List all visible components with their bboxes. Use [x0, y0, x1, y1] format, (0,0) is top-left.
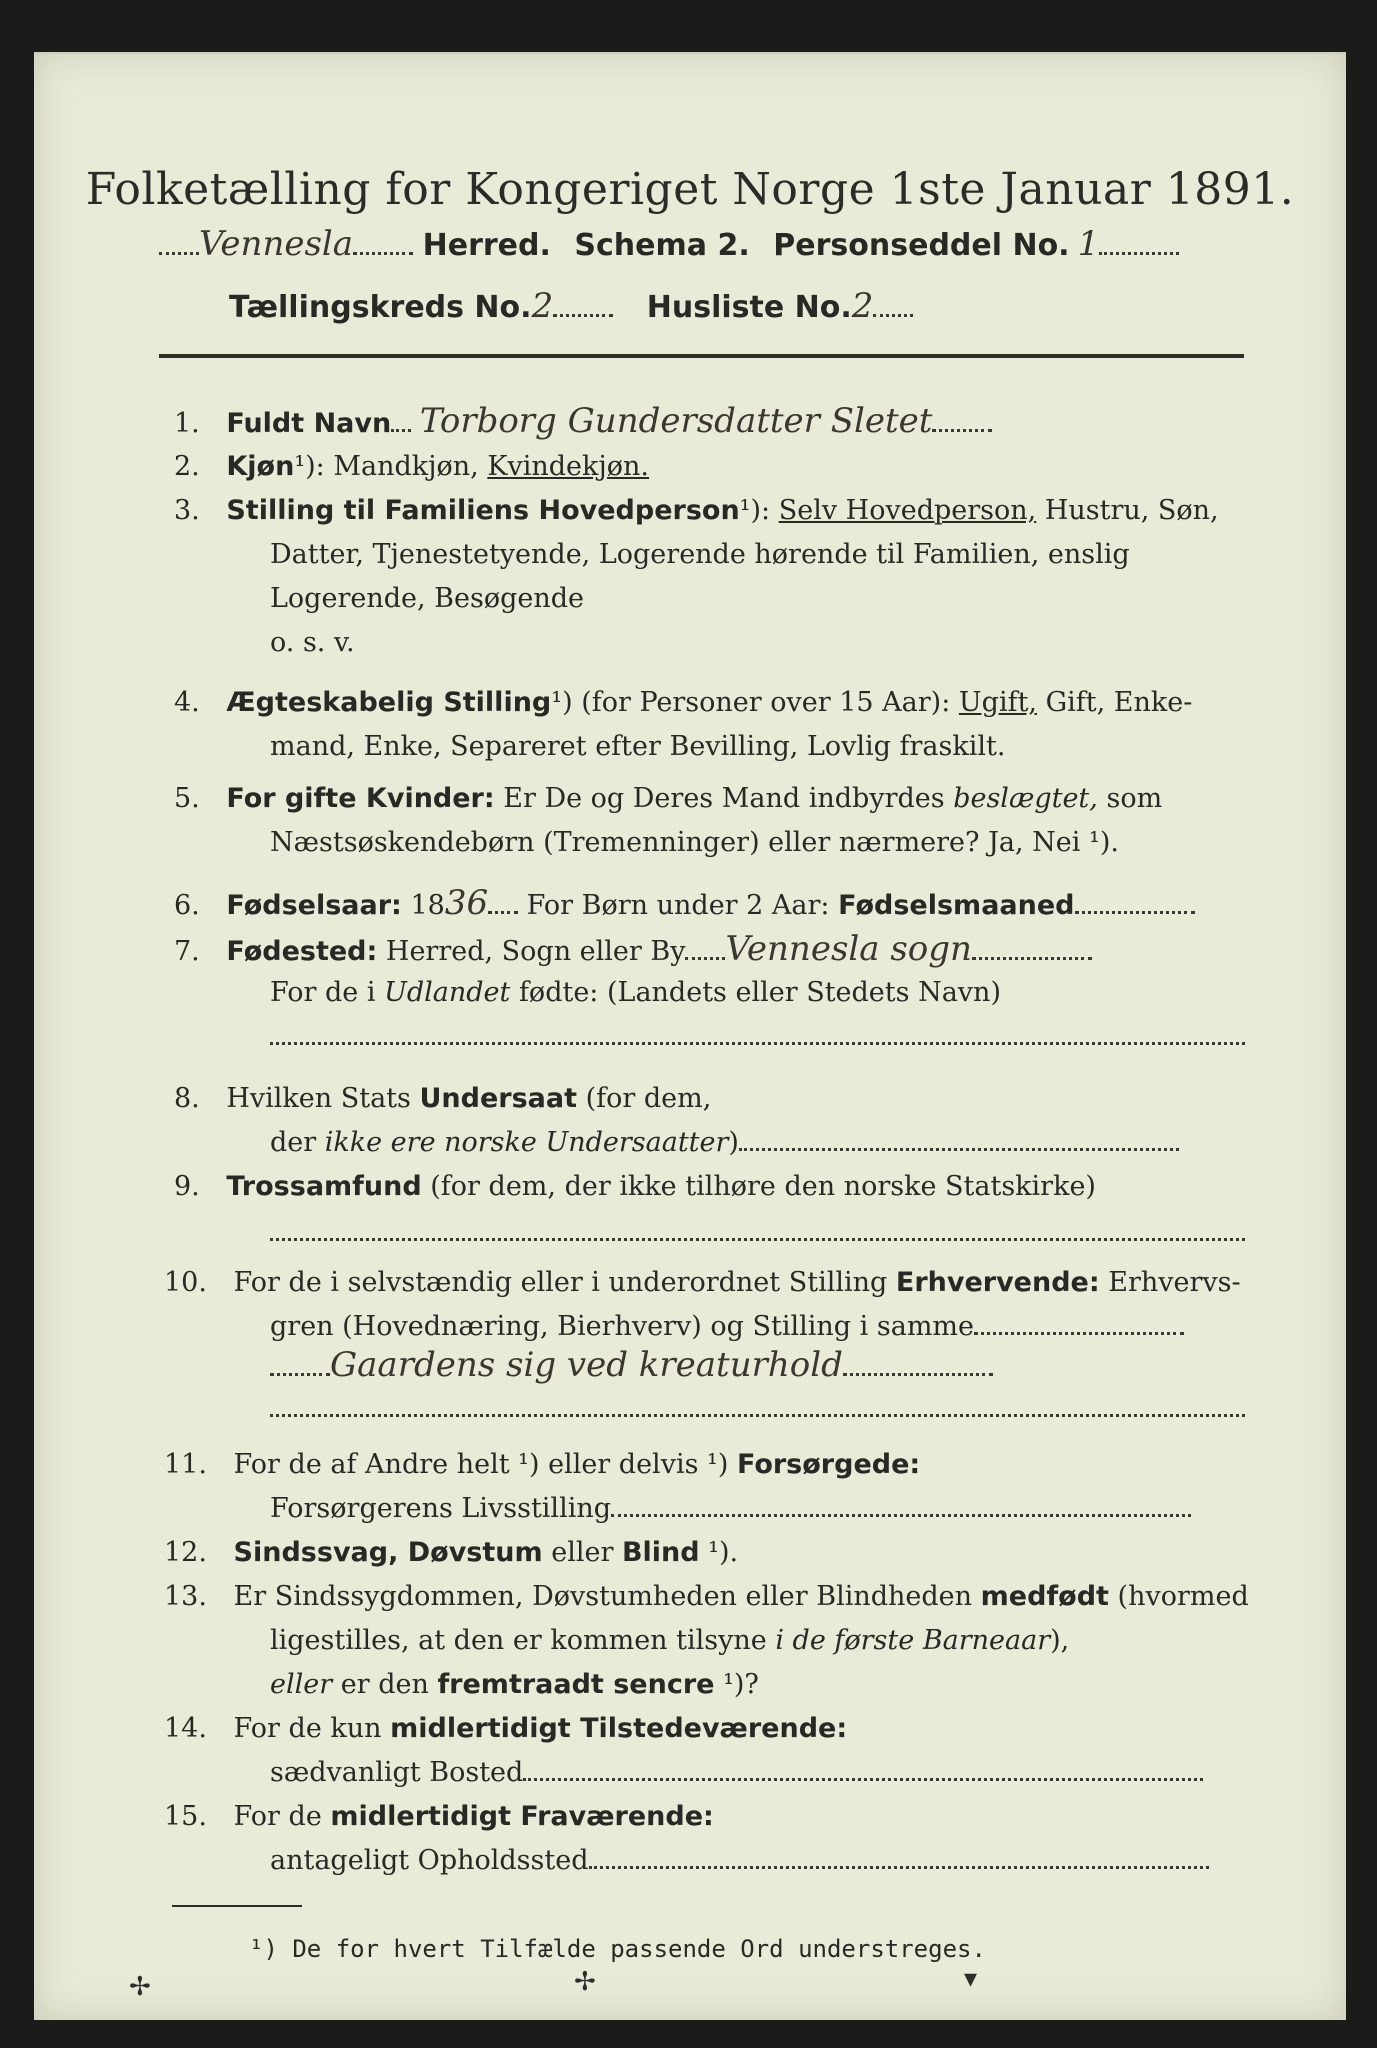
item-label: Kjøn [226, 451, 295, 482]
item-10-value-line [270, 1345, 993, 1385]
item-text: For de kun [233, 1713, 391, 1744]
underlined-choice: Kvindekjøn. [487, 451, 649, 482]
item-3 [174, 494, 1219, 528]
form-title: Folketælling for Kongeriget Norge 1ste Januar 1891. [85, 164, 1295, 215]
item-4 [174, 686, 1192, 720]
item-text: fødte: (Landets eller Stedets Navn) [510, 977, 1001, 1008]
item-text: Forsørgerens Livsstilling [270, 1493, 612, 1524]
schema-label: Schema 2. [574, 228, 750, 263]
item-label: Fødested: [226, 936, 378, 967]
item-text: antageligt Opholdssted [270, 1845, 589, 1876]
item-3-line-3: Logerende, Besøgende [270, 583, 584, 614]
item-text: ¹) (for Personer over 15 Aar): [551, 687, 959, 718]
registration-mark-icon: ✢ [129, 1972, 151, 2002]
item-label: Fødselsaar: [226, 890, 402, 921]
item-text-italic: eller [270, 1669, 333, 1700]
item-number: 4. [174, 687, 200, 718]
item-text: som [1097, 783, 1163, 814]
item-12 [164, 1536, 738, 1570]
header-rule [159, 354, 1244, 358]
item-text: 18 [401, 890, 445, 921]
item-number: 7. [174, 936, 200, 967]
item-10-line-2 [270, 1310, 1184, 1344]
item-number: 9. [174, 1171, 200, 1202]
item-text: Er De og Deres Mand indbyrdes [494, 783, 954, 814]
item-11 [164, 1448, 920, 1482]
personseddel-value: 1 [1077, 224, 1100, 264]
footnote: ¹) De for hvert Tilfælde passende Ord understreges. [249, 1935, 986, 1963]
item-text: (hvormed [1108, 1581, 1249, 1612]
item-number: 5. [174, 783, 200, 814]
item-10-blank-line [270, 1392, 1245, 1426]
item-number: 10. [164, 1267, 207, 1298]
item-text: ¹): [739, 495, 779, 526]
registration-mark-icon: ▾ [964, 1964, 978, 1994]
item-number: 2. [174, 451, 200, 482]
item-5 [174, 782, 1162, 816]
kreds-value: 2 [531, 286, 554, 326]
item-label: Sindssvag, Døvstum [233, 1537, 543, 1568]
occupation-value: Gaardens sig ved kreaturhold [330, 1345, 843, 1385]
item-text: For de i [270, 977, 385, 1008]
item-label: Ægteskabelig Stilling [226, 687, 552, 718]
item-15 [164, 1800, 714, 1834]
item-6 [174, 883, 1195, 923]
kreds-label: Tællingskreds No. [229, 290, 532, 325]
item-number: 11. [164, 1449, 207, 1480]
item-text: Herred, Sogn eller By [377, 936, 686, 967]
item-text: For de [233, 1801, 331, 1832]
kreds-line [229, 286, 913, 326]
underlined-choice: Selv Hovedperson, [778, 495, 1037, 526]
item-15-line-2 [270, 1844, 1209, 1878]
item-text-italic: ikke ere norske Undersaatter [324, 1127, 729, 1158]
item-label: medfødt [980, 1581, 1109, 1612]
item-number: 6. [174, 890, 200, 921]
sheet-edge [34, 52, 1346, 54]
item-number: 15. [164, 1801, 207, 1832]
item-label: fremtraadt sencre [437, 1669, 715, 1700]
item-13 [164, 1580, 1249, 1614]
item-label: Fødselsmaaned [838, 890, 1075, 921]
item-text: er den [332, 1669, 438, 1700]
item-text: Erhvervs- [1099, 1267, 1241, 1298]
item-label: Erhvervende: [895, 1267, 1100, 1298]
herred-line [159, 224, 1179, 264]
item-10 [164, 1266, 1241, 1300]
item-text: Gift, Enke- [1037, 687, 1193, 718]
item-text: ) [728, 1127, 739, 1158]
registration-mark-icon: ✢ [574, 1967, 596, 1997]
item-text: Er Sindssygdommen, Døvstumheden eller Blindheden [233, 1581, 981, 1612]
item-label: Blind [621, 1537, 700, 1568]
herred-label: Herred. [422, 228, 551, 263]
item-text: ¹): Mandkjøn, [294, 451, 488, 482]
item-13-line-2 [270, 1624, 1069, 1658]
item-text: eller [542, 1537, 622, 1568]
item-7 [174, 929, 1092, 969]
item-label: Trossamfund [226, 1171, 422, 1202]
item-label: Forsørgede: [736, 1449, 921, 1480]
item-text: For de af Andre helt ¹) eller delvis ¹) [233, 1449, 737, 1480]
item-text: ¹). [699, 1537, 739, 1568]
item-8-line-2 [270, 1126, 1179, 1160]
item-text: (for dem, [577, 1083, 712, 1114]
item-text-italic: i de første Barneaar [775, 1625, 1051, 1656]
item-text: ¹)? [714, 1669, 759, 1700]
item-text: sædvanligt Bosted [270, 1757, 524, 1788]
item-label: Stilling til Familiens Hovedperson [226, 495, 740, 526]
item-label: For gifte Kvinder: [226, 783, 495, 814]
item-number: 14. [164, 1713, 207, 1744]
husliste-value: 2 [851, 286, 874, 326]
item-9-blank-line [270, 1216, 1245, 1250]
birthplace-value: Vennesla sogn [725, 929, 972, 969]
item-1 [174, 401, 992, 441]
item-text: Hvilken Stats [226, 1083, 420, 1114]
item-9 [174, 1170, 1096, 1204]
item-text: ligestilles, at den er kommen tilsyne [270, 1625, 776, 1656]
item-text: gren (Hovednæring, Bierhverv) og Stilling i samme [270, 1311, 975, 1342]
personseddel-label: Personseddel No. [773, 228, 1070, 263]
item-text: Hustru, Søn, [1036, 495, 1219, 526]
census-form-sheet [34, 52, 1346, 2020]
item-13-line-3 [270, 1668, 759, 1702]
item-text-italic: beslægtet, [953, 783, 1098, 814]
footnote-rule [172, 1905, 302, 1907]
item-11-line-2 [270, 1492, 1191, 1526]
item-number: 3. [174, 495, 200, 526]
item-3-line-4: o. s. v. [270, 627, 355, 658]
item-8 [174, 1082, 711, 1116]
herred-value: Vennesla [199, 224, 354, 264]
item-4-line-2: mand, Enke, Separeret efter Bevilling, Lovlig fraskilt. [270, 731, 1006, 762]
item-7-blank-line [270, 1020, 1245, 1054]
item-label: midlertidigt Tilstedeværende: [390, 1713, 848, 1744]
birth-year-value: 36 [444, 883, 489, 923]
item-text: (for dem, der ikke tilhøre den norske Statskirke) [421, 1171, 1096, 1202]
item-text: ), [1050, 1625, 1070, 1656]
item-14-line-2 [270, 1756, 1203, 1790]
item-text: For de i selvstændig eller i underordnet Stilling [233, 1267, 896, 1298]
item-number: 8. [174, 1083, 200, 1114]
item-5-line-2: Næstsøskendebørn (Tremenninger) eller nærmere? Ja, Nei ¹). [270, 827, 1119, 858]
item-number: 12. [164, 1537, 207, 1568]
husliste-label: Husliste No. [646, 290, 852, 325]
item-2 [174, 450, 649, 484]
item-number: 13. [164, 1581, 207, 1612]
item-14 [164, 1712, 847, 1746]
item-label: Undersaat [419, 1083, 578, 1114]
item-text: For Børn under 2 Aar: [518, 890, 839, 921]
full-name-value: Torborg Gundersdatter Sletet [419, 401, 933, 441]
item-number: 1. [174, 408, 200, 439]
underlined-choice: Ugift, [958, 687, 1038, 718]
item-text: der [270, 1127, 325, 1158]
item-7-line-2 [270, 976, 1001, 1010]
item-3-line-2: Datter, Tjenestetyende, Logerende hørende til Familien, enslig [270, 539, 1130, 570]
item-label: midlertidigt Fraværende: [330, 1801, 714, 1832]
item-text-italic: Udlandet [384, 977, 511, 1008]
item-label: Fuldt Navn [226, 408, 392, 439]
